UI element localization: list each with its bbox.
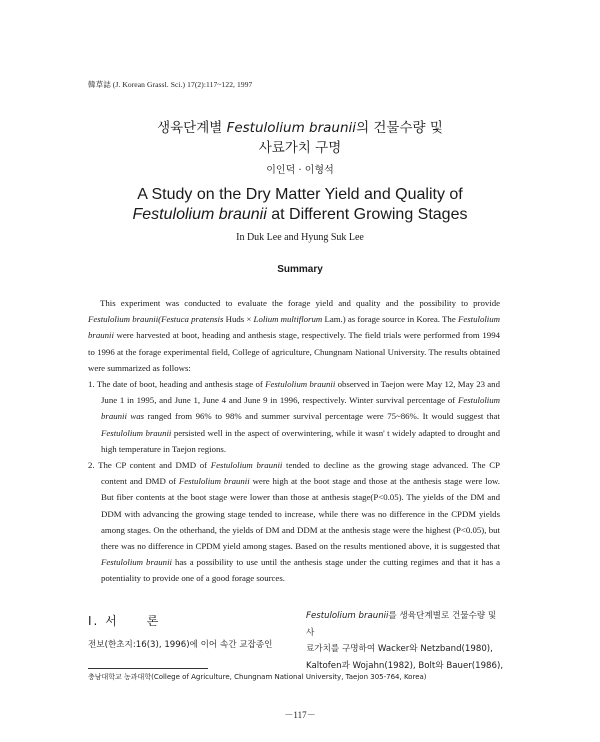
introduction-heading: Ⅰ. 서 론: [88, 614, 161, 628]
korean-authors: 이인덕 · 이형석: [266, 165, 334, 176]
korean-title-line-1: 생육단계별 Festulolium braunii의 건물수량 및: [157, 120, 443, 136]
korean-title-line-2: 사료가치 구명: [258, 140, 342, 156]
english-title-line-1: A Study on the Dry Matter Yield and Quality of: [137, 186, 463, 203]
abstract: [88, 295, 500, 587]
abstract-result-2: 2. The CP content and DMD of Festulolium braunii tended to decline as the growing stage advanced. The CP content and DMD of Festulolium braunii were high at the boot stage and those at the anthesis stage were low. But fiber contents at the boot stage were lower than those at anthesis stage(P<0.05). The yields of the DM and DDM with advancing the growing stage tended to increase, while there was no difference in the CPDM yields among stages. On the otherhand, the yields of DM and DDM at the anthesis stage were the highest (P<0.05), but there was no difference in CPDM yield among stages. Based on the results mentioned above, it is suggested that Festulolium braunii has a possibility to use until the anthesis stage under the cutting regimes and that it has a potentiality to provide one of a good forage sources.: [88, 460, 500, 584]
english-authors: In Duk Lee and Hyung Suk Lee: [236, 232, 364, 243]
page-number: －117－: [284, 710, 316, 720]
abstract-intro: This experiment was conducted to evaluate the forage yield and quality and the possibility to provide Festulolium braunii(Festuca pratensis Huds × Lolium multiflorum Lam.) as forage source in Korea. The Festulolium braunii were harvested at boot, heading and anthesis stage, respectively. The field trials were performed from 1994 to 1996 at the forage experimental field, College of agriculture, Chungnam National University. The results obtained were summarized as follows:: [88, 298, 500, 373]
affiliation-footnote: 충남대학교 농과대학(College of Agriculture, Chungnam National University, Taejon 305-764, Korea): [88, 673, 427, 681]
footnote-rule: [88, 668, 208, 669]
right-column-text: [306, 608, 506, 674]
korean-title-species: Festulolium braunii: [226, 120, 357, 136]
right-column-line-2: 료가치를 구명하여 Wacker와 Netzband(1980),: [306, 644, 493, 654]
summary-heading: Summary: [277, 264, 323, 275]
journal-reference: 韓草誌 (J. Korean Grassl. Sci.) 17(2):117~122, 1997: [88, 80, 253, 89]
right-column-line-1: Festulolium braunii를 생육단계별로 건물수량 및 사: [306, 611, 497, 638]
english-title-species: Festulolium braunii: [132, 206, 267, 223]
left-column-text: 전보(한초지:16(3), 1996)에 이어 속간 교잡종인: [88, 640, 273, 650]
abstract-result-1: 1. The date of boot, heading and anthesis stage of Festulolium braunii observed in Taejon were May 12, May 23 and June 1 in 1995, and June 1, June 4 and June 9 in 1996, respectively. Winter survival percentage of Festulolium braunii was ranged from 96% to 98% and summer survival percentage were 75~86%. It would suggest that Festulolium braunii persisted well in the aspect of overwintering, while it wasn' t widely adapted to drought and high temperature in Taejon regions.: [88, 379, 500, 454]
english-title-line-2: Festulolium braunii at Different Growing Stages: [132, 206, 468, 223]
right-column-line-3: Kaltofen과 Wojahn(1982), Bolt와 Bauer(1986),: [306, 660, 504, 671]
